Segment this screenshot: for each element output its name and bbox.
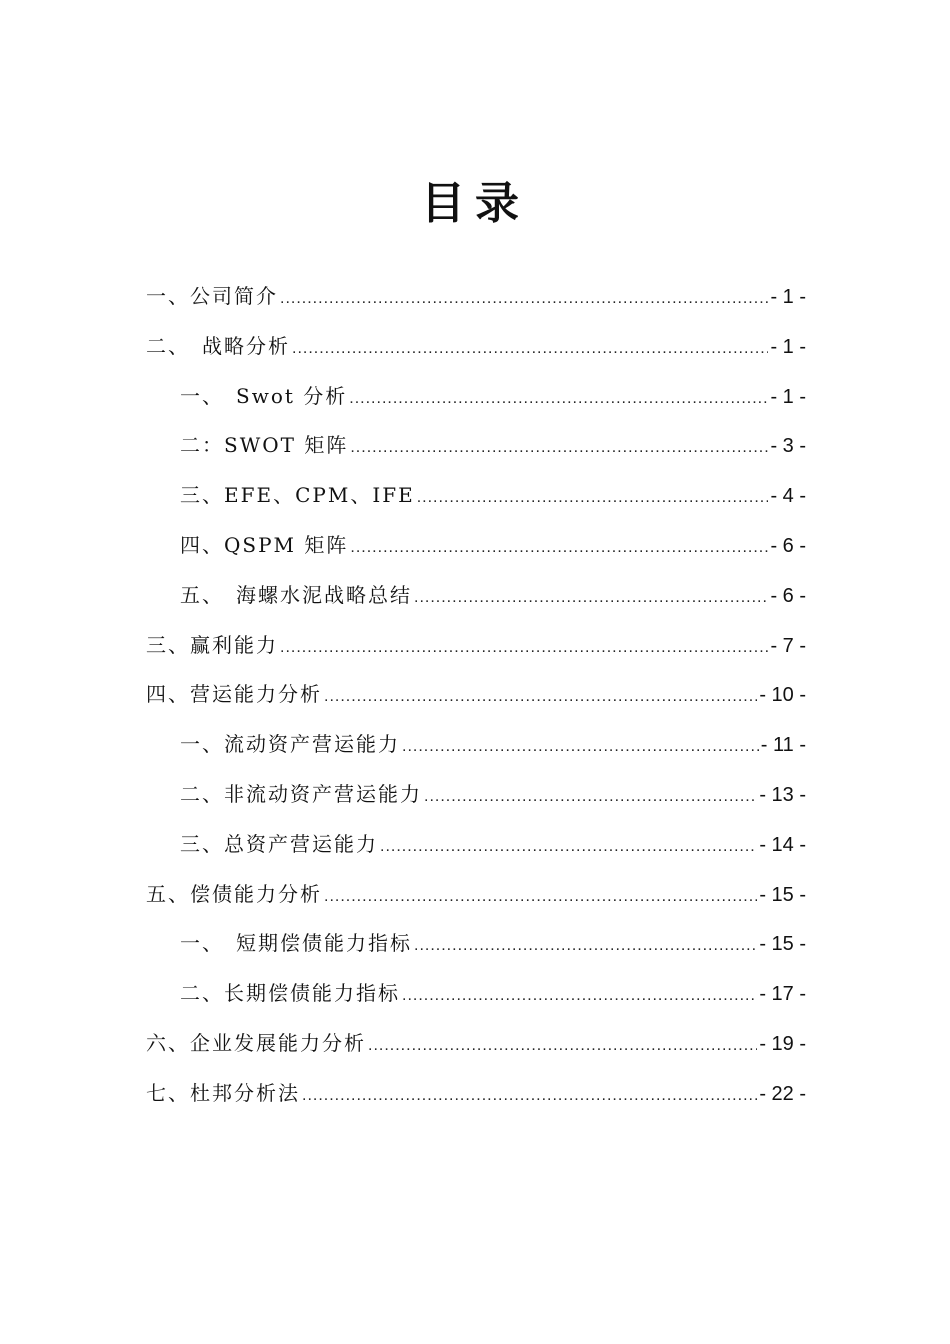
table-of-contents (146, 272, 806, 1119)
toc-entry-page-number: - 19 - (759, 1032, 806, 1055)
toc-dot-leader (280, 274, 768, 324)
toc-dot-leader (324, 872, 757, 922)
toc-entry-title: 三、EFE、CPM、IFE (180, 483, 415, 508)
toc-entry[interactable] (146, 770, 806, 820)
toc-dot-leader (402, 971, 757, 1021)
toc-entry-title: 七、杜邦分析法 (146, 1080, 300, 1105)
page-title: 目录 (421, 178, 529, 229)
toc-entry-page-number: - 15 - (759, 883, 806, 906)
toc-entry-title: 四、营运能力分析 (146, 682, 322, 707)
toc-entry-title: 二：SWOT 矩阵 (180, 433, 349, 458)
toc-entry[interactable] (146, 820, 806, 870)
toc-entry-title: 二、非流动资产营运能力 (180, 781, 422, 806)
toc-entry-page-number: - 22 - (759, 1082, 806, 1105)
toc-entry[interactable] (146, 621, 806, 671)
toc-entry[interactable] (146, 372, 806, 422)
toc-entry-title: 五、偿债能力分析 (146, 881, 322, 906)
toc-dot-leader (280, 623, 768, 673)
toc-dot-leader (380, 822, 757, 872)
toc-dot-leader (414, 921, 757, 971)
toc-entry-page-number: - 13 - (759, 783, 806, 806)
toc-entry-page-number: - 3 - (770, 435, 806, 458)
toc-dot-leader (324, 672, 757, 722)
toc-entry[interactable] (146, 720, 806, 770)
toc-entry-title: 五、 海螺水泥战略总结 (180, 582, 412, 607)
toc-entry[interactable] (146, 1019, 806, 1069)
toc-entry[interactable] (146, 521, 806, 571)
toc-entry-page-number: - 1 - (770, 385, 806, 408)
toc-entry[interactable] (146, 1069, 806, 1119)
toc-entry-title: 一、流动资产营运能力 (180, 732, 400, 757)
toc-entry-page-number: - 6 - (770, 584, 806, 607)
toc-entry[interactable] (146, 322, 806, 372)
toc-entry[interactable] (146, 969, 806, 1019)
toc-entry[interactable] (146, 670, 806, 720)
toc-entry[interactable] (146, 421, 806, 471)
toc-dot-leader (402, 722, 759, 772)
toc-entry[interactable] (146, 919, 806, 969)
toc-entry-title: 二、 战略分析 (146, 333, 290, 358)
toc-dot-leader (349, 374, 768, 424)
toc-entry-title: 二、长期偿债能力指标 (180, 981, 400, 1006)
toc-entry-title: 一、 短期偿债能力指标 (180, 931, 412, 956)
toc-dot-leader (302, 1071, 757, 1121)
toc-entry-page-number: - 4 - (770, 485, 806, 508)
toc-entry-page-number: - 1 - (770, 286, 806, 308)
toc-entry-page-number: - 10 - (759, 684, 806, 707)
toc-entry-title: 六、企业发展能力分析 (146, 1030, 366, 1055)
toc-dot-leader (350, 523, 768, 573)
toc-entry-page-number: - 11 - (760, 734, 806, 757)
toc-dot-leader (292, 324, 768, 374)
toc-entry-page-number: - 14 - (759, 833, 806, 856)
toc-entry[interactable] (146, 870, 806, 920)
toc-dot-leader (414, 573, 768, 623)
toc-dot-leader (417, 473, 769, 523)
toc-entry[interactable] (146, 272, 806, 322)
toc-entry-title: 一、公司简介 (146, 284, 278, 308)
toc-entry-page-number: - 1 - (770, 335, 806, 358)
toc-entry-title: 一、 Swot 分析 (180, 383, 348, 408)
toc-entry[interactable] (146, 471, 806, 521)
toc-dot-leader (350, 423, 768, 473)
toc-entry-title: 三、赢利能力 (146, 632, 278, 657)
toc-entry-title: 四、QSPM 矩阵 (180, 532, 349, 557)
toc-entry-page-number: - 15 - (759, 933, 806, 956)
toc-dot-leader (368, 1021, 757, 1071)
toc-entry-page-number: - 17 - (759, 983, 806, 1006)
toc-entry[interactable] (146, 571, 806, 621)
toc-entry-page-number: - 6 - (770, 534, 806, 557)
toc-dot-leader (424, 772, 757, 822)
toc-entry-title: 三、总资产营运能力 (180, 831, 378, 856)
toc-entry-page-number: - 7 - (770, 634, 806, 657)
